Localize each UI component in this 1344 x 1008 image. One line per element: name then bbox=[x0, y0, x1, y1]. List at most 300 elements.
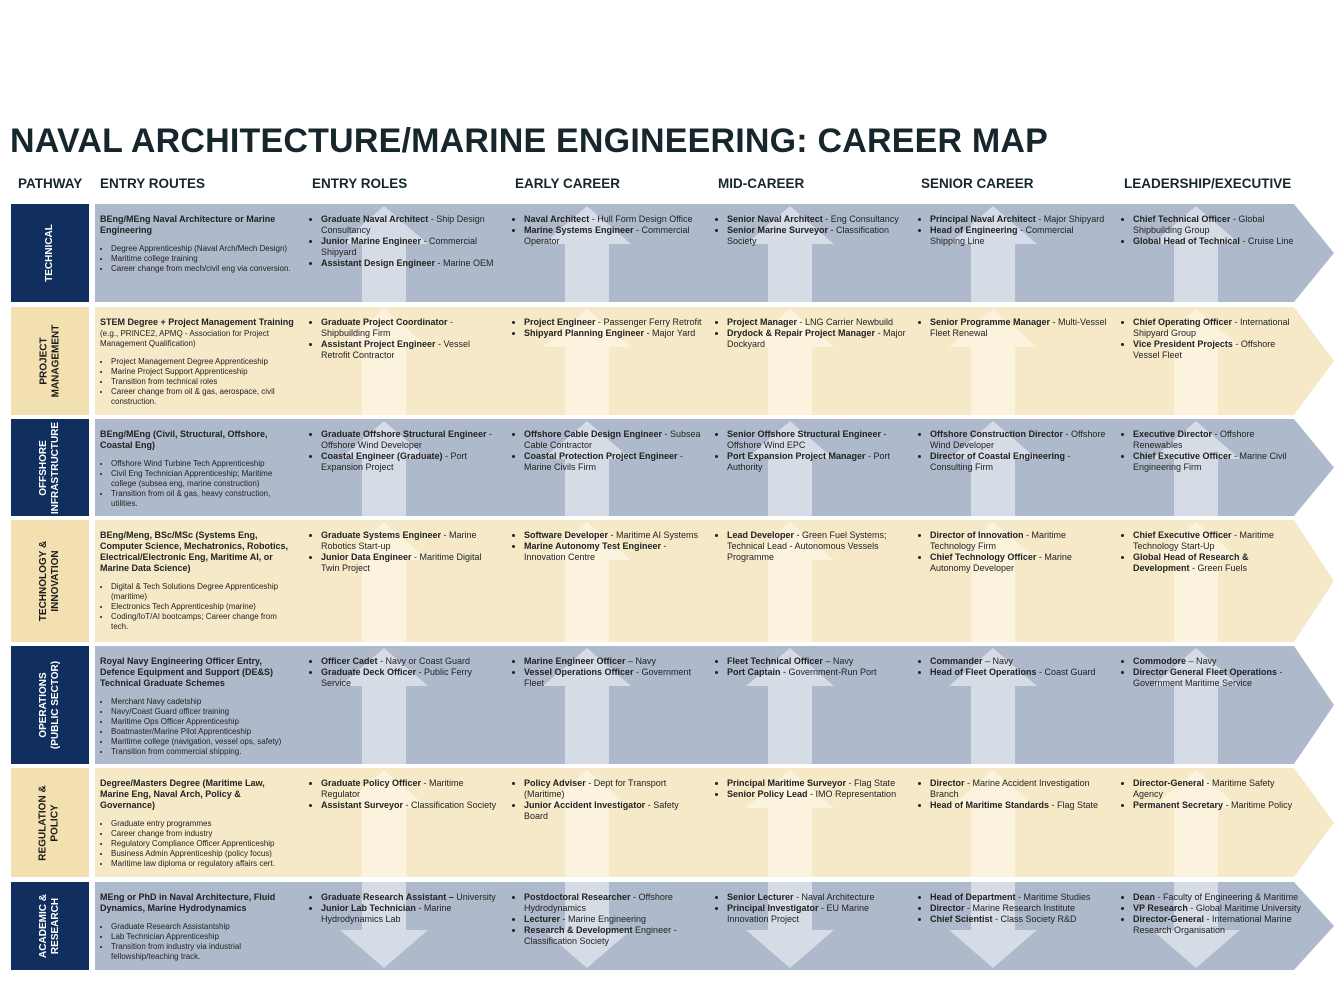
role-title: Junior Accident Investigator bbox=[524, 800, 646, 810]
role-item bbox=[321, 778, 500, 800]
role-list bbox=[310, 317, 500, 361]
role-employer: - Commercial Shipyard bbox=[321, 236, 478, 257]
role-title: Vessel Operations Officer bbox=[524, 667, 634, 677]
role-employer: - Innovation Centre bbox=[524, 541, 667, 562]
role-item bbox=[524, 214, 703, 225]
role-item bbox=[1133, 214, 1302, 236]
role-title: Port Expansion Project Manager bbox=[727, 451, 866, 461]
entry-route-item: • Digital & Tech Solutions Degree Apprenticeship (maritime) bbox=[111, 582, 295, 602]
stage-cell bbox=[310, 317, 500, 361]
role-item bbox=[1133, 530, 1302, 552]
pathway-label: REGULATION & POLICY bbox=[11, 768, 89, 877]
role-employer: - Classification Society bbox=[727, 225, 890, 246]
stage-cell bbox=[919, 429, 1109, 473]
role-item bbox=[727, 225, 906, 247]
role-employer: - Maritime Technology Start-Up bbox=[1133, 530, 1275, 551]
entry-route-list bbox=[100, 697, 295, 757]
entry-route-subtitle: (e.g., PRINCE2, APMQ - Association for Project Management Qualification) bbox=[100, 329, 269, 348]
role-employer: - Major Dockyard bbox=[727, 328, 906, 349]
role-employer: - Offshore Wind EPC bbox=[727, 429, 887, 450]
role-employer: - Maritime Policy bbox=[1223, 800, 1293, 810]
role-title: Senior Offshore Structural Engineer bbox=[727, 429, 882, 439]
role-employer: - Government Fleet bbox=[524, 667, 692, 688]
stage-cell bbox=[919, 778, 1109, 811]
role-employer: - Major Shipyard bbox=[1035, 214, 1105, 224]
role-item bbox=[727, 892, 906, 903]
role-item bbox=[930, 214, 1109, 225]
role-employer: – Navy bbox=[822, 656, 854, 666]
role-item bbox=[524, 328, 703, 339]
col-header-entry-roles: ENTRY ROLES bbox=[312, 176, 408, 191]
role-list bbox=[716, 429, 906, 473]
role-item bbox=[1133, 429, 1302, 451]
stage-cell bbox=[513, 429, 703, 473]
stage-cell bbox=[1122, 656, 1302, 689]
role-title: Chief Technology Officer bbox=[930, 552, 1037, 562]
entry-route-item: • Career change from oil & gas, aerospace, civil construction. bbox=[111, 387, 295, 407]
role-item bbox=[1133, 451, 1302, 473]
role-title: Postdoctoral Researcher bbox=[524, 892, 631, 902]
role-title: Assistant Surveyor bbox=[321, 800, 404, 810]
role-title: Commodore bbox=[1133, 656, 1187, 666]
entry-route-item: • Merchant Navy cadetship bbox=[111, 697, 295, 707]
entry-route-title: MEng or PhD in Naval Architecture, Fluid Dynamics, Marine Hydrodynamics bbox=[100, 892, 276, 913]
stage-cell bbox=[1122, 214, 1302, 247]
role-item bbox=[930, 552, 1109, 574]
entry-route-title: STEM Degree + Project Management Training bbox=[100, 317, 294, 327]
stage-cell bbox=[919, 214, 1109, 247]
role-title: Project Manager bbox=[727, 317, 798, 327]
stage-cell bbox=[310, 214, 500, 269]
role-title: Marine Autonomy Test Engineer bbox=[524, 541, 662, 551]
entry-route-item: • Civil Eng Technician Apprenticeship; Maritime college (subsea eng, marine construction) bbox=[111, 469, 295, 489]
role-title: Officer Cadet bbox=[321, 656, 378, 666]
role-employer: - Government-Run Port bbox=[780, 667, 877, 677]
role-item bbox=[321, 903, 500, 925]
role-title: Naval Architect bbox=[524, 214, 590, 224]
stage-cell bbox=[716, 892, 906, 925]
role-title: Graduate Policy Officer bbox=[321, 778, 422, 788]
entry-route-item: • Maritime law diploma or regulatory affairs cert. bbox=[111, 859, 295, 869]
role-item bbox=[1133, 903, 1302, 914]
stage-cell bbox=[1122, 778, 1302, 811]
entry-route-list bbox=[100, 819, 295, 869]
role-list bbox=[716, 317, 906, 350]
entry-route-item: • Maritime college training bbox=[111, 254, 295, 264]
role-item bbox=[524, 914, 703, 925]
role-item bbox=[1133, 236, 1302, 247]
role-title: Head of Department bbox=[930, 892, 1016, 902]
pathway-label: TECHNOLOGY & INNOVATION bbox=[11, 520, 89, 642]
role-title: Lead Developer bbox=[727, 530, 795, 540]
role-item bbox=[1133, 914, 1302, 936]
role-employer: - Green Fuels bbox=[1189, 563, 1248, 573]
role-title: Principal Naval Architect bbox=[930, 214, 1036, 224]
role-title: Director bbox=[930, 903, 965, 913]
role-employer: - Marine Research Institute bbox=[964, 903, 1076, 913]
role-item bbox=[727, 429, 906, 451]
entry-route-item: • Transition from technical roles bbox=[111, 377, 295, 387]
entry-route-item: • Graduate entry programmes bbox=[111, 819, 295, 829]
role-title: Software Developer bbox=[524, 530, 609, 540]
role-item bbox=[1133, 339, 1302, 361]
entry-route-item: • Coding/IoT/AI bootcamps; Career change from tech. bbox=[111, 612, 295, 632]
role-item bbox=[321, 800, 500, 811]
role-employer: - Commercial Shipping Line bbox=[930, 225, 1074, 246]
role-title: Graduate Offshore Structural Engineer bbox=[321, 429, 487, 439]
role-title: Chief Executive Officer bbox=[1133, 451, 1232, 461]
role-employer: - Eng Consultancy bbox=[822, 214, 899, 224]
role-list bbox=[716, 214, 906, 247]
entry-route-title: BEng/MEng Naval Architecture or Marine Engineering bbox=[100, 214, 276, 235]
role-title: Port Captain bbox=[727, 667, 781, 677]
role-item bbox=[321, 530, 500, 552]
role-item bbox=[321, 317, 500, 339]
role-title: Policy Adviser bbox=[524, 778, 586, 788]
pathway-label: PROJECT MANAGEMENT bbox=[11, 307, 89, 415]
role-employer: - Marine Autonomy Developer bbox=[930, 552, 1072, 573]
entry-route-list bbox=[100, 244, 295, 274]
entry-route-item: • Maritime Ops Officer Apprenticeship bbox=[111, 717, 295, 727]
pathway-label: OFFSHORE INFRASTRUCTURE bbox=[11, 419, 89, 516]
pathway-label: ACADEMIC & RESEARCH bbox=[11, 882, 89, 970]
role-item bbox=[1133, 892, 1302, 903]
role-list bbox=[310, 778, 500, 811]
stage-cell bbox=[919, 317, 1109, 339]
role-employer: - Marine Robotics Start-up bbox=[321, 530, 477, 551]
role-item bbox=[930, 317, 1109, 339]
role-employer: - Navy or Coast Guard bbox=[377, 656, 471, 666]
role-employer: - Offshore Vessel Fleet bbox=[1133, 339, 1276, 360]
role-title: Executive Director bbox=[1133, 429, 1213, 439]
role-item bbox=[930, 914, 1109, 925]
role-employer: Engineer - Classification Society bbox=[524, 925, 677, 946]
role-title: Director of Coastal Engineering bbox=[930, 451, 1066, 461]
role-employer: - Dept for Transport (Maritime) bbox=[524, 778, 667, 799]
role-employer: - Major Yard bbox=[644, 328, 696, 338]
entry-route-item: • Degree Apprenticeship (Naval Arch/Mech Design) bbox=[111, 244, 295, 254]
role-item bbox=[727, 656, 906, 667]
entry-route-title: BEng/Meng, BSc/MSc (Systems Eng, Computer Science, Mechatronics, Robotics, Electrical/Electronic Eng, Maritime AI, or Marine Data Science) bbox=[100, 530, 289, 573]
role-title: Commander bbox=[930, 656, 983, 666]
role-title: Chief Executive Officer bbox=[1133, 530, 1232, 540]
role-item bbox=[1133, 778, 1302, 800]
role-employer: - LNG Carrier Newbuild bbox=[797, 317, 894, 327]
entry-route-list bbox=[100, 922, 295, 962]
role-list bbox=[513, 530, 703, 563]
role-employer: - Offshore Wind Developer bbox=[321, 429, 493, 450]
role-title: Director-General bbox=[1133, 778, 1205, 788]
role-item bbox=[930, 530, 1109, 552]
role-item bbox=[930, 800, 1109, 811]
role-employer: - Vessel Retrofit Contractor bbox=[321, 339, 471, 360]
role-list bbox=[716, 778, 906, 800]
role-employer: - Coast Guard bbox=[1036, 667, 1096, 677]
entry-route-cell bbox=[100, 530, 295, 632]
role-employer: - Government Maritime Service bbox=[1133, 667, 1283, 688]
role-employer: University bbox=[453, 892, 496, 902]
role-list bbox=[1122, 892, 1302, 936]
stage-cell bbox=[513, 317, 703, 339]
stage-cell bbox=[513, 778, 703, 822]
stage-cell bbox=[1122, 892, 1302, 936]
role-title: Coastal Protection Project Engineer bbox=[524, 451, 678, 461]
stage-cell bbox=[716, 214, 906, 247]
col-header-mid-career: MID-CAREER bbox=[718, 176, 805, 191]
entry-route-item: • Transition from industry via industrial fellowship/teaching track. bbox=[111, 942, 295, 962]
role-employer: - Port Expansion Project bbox=[321, 451, 468, 472]
role-title: Drydock & Repair Project Manager bbox=[727, 328, 876, 338]
role-employer: - IMO Representation bbox=[807, 789, 897, 799]
role-item bbox=[321, 258, 500, 269]
role-employer: - Marine OEM bbox=[435, 258, 494, 268]
role-list bbox=[310, 429, 500, 473]
entry-route-list bbox=[100, 357, 295, 407]
entry-route-list bbox=[100, 459, 295, 509]
stage-cell bbox=[919, 892, 1109, 925]
role-title: Vice President Projects bbox=[1133, 339, 1233, 349]
stage-cell bbox=[716, 317, 906, 350]
role-item bbox=[524, 530, 703, 541]
role-item bbox=[321, 552, 500, 574]
role-title: Coastal Engineer (Graduate) bbox=[321, 451, 443, 461]
role-employer: – Navy bbox=[982, 656, 1014, 666]
role-title: Principal Maritime Surveyor bbox=[727, 778, 847, 788]
role-item bbox=[524, 541, 703, 563]
role-item bbox=[930, 225, 1109, 247]
role-item bbox=[727, 328, 906, 350]
role-item bbox=[727, 789, 906, 800]
role-list bbox=[513, 778, 703, 822]
role-title: Lecturer bbox=[524, 914, 561, 924]
role-item bbox=[727, 778, 906, 789]
role-employer: - Global Maritime University bbox=[1187, 903, 1301, 913]
role-title: Marine Systems Engineer bbox=[524, 225, 634, 235]
role-item bbox=[930, 892, 1109, 903]
role-title: Fleet Technical Officer bbox=[727, 656, 823, 666]
role-employer: - Passenger Ferry Retrofit bbox=[595, 317, 702, 327]
role-employer: - Ship Design Consultancy bbox=[321, 214, 485, 235]
role-title: Head of Engineering bbox=[930, 225, 1018, 235]
role-employer: - EU Marine Innovation Project bbox=[727, 903, 870, 924]
role-employer: - Marine Accident Investigation Branch bbox=[930, 778, 1090, 799]
role-title: Permanent Secretary bbox=[1133, 800, 1224, 810]
role-item bbox=[930, 451, 1109, 473]
role-employer: - Marine Hydrodynamics Lab bbox=[321, 903, 452, 924]
entry-route-item: • Regulatory Compliance Officer Apprenticeship bbox=[111, 839, 295, 849]
role-employer: - Maritime Safety Agency bbox=[1133, 778, 1275, 799]
role-employer: - Marine Civil Engineering Firm bbox=[1133, 451, 1287, 472]
role-title: Global Head of Research & Development bbox=[1133, 552, 1249, 573]
role-list bbox=[919, 892, 1109, 925]
role-list bbox=[513, 656, 703, 689]
role-item bbox=[524, 225, 703, 247]
entry-route-cell bbox=[100, 429, 295, 509]
col-header-early-career: EARLY CAREER bbox=[515, 176, 621, 191]
role-list bbox=[310, 214, 500, 269]
role-title: Director bbox=[930, 778, 965, 788]
role-list bbox=[310, 530, 500, 574]
role-item bbox=[524, 925, 703, 947]
role-title: Senior Naval Architect bbox=[727, 214, 823, 224]
role-title: Senior Lecturer bbox=[727, 892, 794, 902]
role-title: Assistant Project Engineer bbox=[321, 339, 436, 349]
role-employer: - Cruise Line bbox=[1239, 236, 1294, 246]
entry-route-item: • Maritime college (navigation, vessel ops, safety) bbox=[111, 737, 295, 747]
role-title: Offshore Construction Director bbox=[930, 429, 1064, 439]
stage-cell bbox=[513, 214, 703, 247]
role-item bbox=[727, 530, 906, 563]
role-employer: - Multi-Vessel Fleet Renewal bbox=[930, 317, 1107, 338]
role-list bbox=[310, 656, 500, 689]
role-list bbox=[1122, 530, 1302, 574]
role-list bbox=[716, 656, 906, 678]
stage-cell bbox=[513, 530, 703, 563]
role-employer: – Navy bbox=[625, 656, 657, 666]
role-list bbox=[513, 214, 703, 247]
role-item bbox=[321, 667, 500, 689]
col-header-entry-routes: ENTRY ROUTES bbox=[100, 176, 206, 191]
stage-cell bbox=[919, 656, 1109, 678]
role-title: Head of Maritime Standards bbox=[930, 800, 1050, 810]
stage-cell bbox=[310, 656, 500, 689]
pathway-label: OPERATIONS (PUBLIC SECTOR) bbox=[11, 646, 89, 764]
stage-cell bbox=[310, 429, 500, 473]
stage-cell bbox=[716, 429, 906, 473]
role-item bbox=[321, 451, 500, 473]
role-title: Research & Development bbox=[524, 925, 633, 935]
stage-cell bbox=[919, 530, 1109, 574]
entry-route-item: • Career change from industry bbox=[111, 829, 295, 839]
entry-route-item: • Offshore Wind Turbine Tech Apprenticeship bbox=[111, 459, 295, 469]
role-item bbox=[1133, 317, 1302, 339]
stage-cell bbox=[513, 892, 703, 947]
role-list bbox=[716, 892, 906, 925]
role-title: Shipyard Planning Engineer bbox=[524, 328, 645, 338]
role-list bbox=[1122, 214, 1302, 247]
role-employer: - Marine Civils Firm bbox=[524, 451, 684, 472]
role-employer: - Consulting Firm bbox=[930, 451, 1071, 472]
role-item bbox=[321, 339, 500, 361]
entry-route-title: BEng/MEng (Civil, Structural, Offshore, Coastal Eng) bbox=[100, 429, 268, 450]
entry-route-cell bbox=[100, 778, 295, 869]
entry-route-cell bbox=[100, 656, 295, 757]
role-item bbox=[524, 429, 703, 451]
role-employer: - Flag State bbox=[1049, 800, 1099, 810]
entry-route-item: • Electronics Tech Apprenticeship (marine) bbox=[111, 602, 295, 612]
role-employer: - Maritime Regulator bbox=[321, 778, 464, 799]
stage-cell bbox=[716, 656, 906, 678]
role-item bbox=[524, 892, 703, 914]
role-employer: - International Marine Research Organisation bbox=[1133, 914, 1292, 935]
role-employer: - Maritime Studies bbox=[1015, 892, 1091, 902]
role-item bbox=[727, 214, 906, 225]
role-employer: - Shipbuilding Firm bbox=[321, 317, 454, 338]
role-title: Junior Lab Technician bbox=[321, 903, 416, 913]
role-title: Head of Fleet Operations bbox=[930, 667, 1037, 677]
role-title: Senior Programme Manager bbox=[930, 317, 1051, 327]
role-employer: - Public Ferry Service bbox=[321, 667, 473, 688]
role-item bbox=[727, 451, 906, 473]
role-employer: - Offshore Wind Developer bbox=[930, 429, 1106, 450]
role-title: Chief Technical Officer bbox=[1133, 214, 1231, 224]
role-item bbox=[930, 778, 1109, 800]
role-title: Director-General bbox=[1133, 914, 1205, 924]
role-employer: - Flag State bbox=[846, 778, 896, 788]
role-title: Chief Scientist bbox=[930, 914, 993, 924]
role-item bbox=[321, 892, 500, 903]
role-title: Graduate Naval Architect bbox=[321, 214, 429, 224]
role-list bbox=[513, 317, 703, 339]
stage-cell bbox=[716, 778, 906, 800]
role-item bbox=[930, 656, 1109, 667]
role-list bbox=[513, 892, 703, 947]
role-item bbox=[930, 903, 1109, 914]
role-item bbox=[524, 778, 703, 800]
role-title: Graduate Systems Engineer bbox=[321, 530, 442, 540]
role-item bbox=[1133, 552, 1302, 574]
role-title: Chief Operating Officer bbox=[1133, 317, 1233, 327]
role-list bbox=[919, 214, 1109, 247]
role-employer: - International Shipyard Group bbox=[1133, 317, 1290, 338]
role-title: Assistant Design Engineer bbox=[321, 258, 436, 268]
entry-route-item: • Graduate Research Assistantship bbox=[111, 922, 295, 932]
pathway-label: TECHNICAL bbox=[11, 204, 89, 302]
role-employer: – Navy bbox=[1186, 656, 1217, 666]
role-title: Senior Policy Lead bbox=[727, 789, 808, 799]
role-item bbox=[930, 429, 1109, 451]
role-employer: - Subsea Cable Contractor bbox=[524, 429, 701, 450]
role-employer: - Classification Society bbox=[403, 800, 497, 810]
stage-cell bbox=[1122, 317, 1302, 361]
col-header-senior-career: SENIOR CAREER bbox=[921, 176, 1034, 191]
role-employer: - Global Shipbuilding Group bbox=[1133, 214, 1265, 235]
role-item bbox=[727, 667, 906, 678]
role-item bbox=[727, 317, 906, 328]
stage-cell bbox=[310, 778, 500, 811]
role-item bbox=[321, 214, 500, 236]
role-title: Graduate Deck Officer bbox=[321, 667, 417, 677]
entry-route-item: • Project Management Degree Apprenticeship bbox=[111, 357, 295, 367]
role-employer: - Class Society R&D bbox=[992, 914, 1077, 924]
role-item bbox=[1133, 667, 1302, 689]
stage-cell bbox=[310, 892, 500, 925]
role-item bbox=[524, 451, 703, 473]
entry-route-item: • Transition from commercial shipping. bbox=[111, 747, 295, 757]
role-list bbox=[513, 429, 703, 473]
stage-cell bbox=[513, 656, 703, 689]
role-list bbox=[919, 317, 1109, 339]
role-title: Senior Marine Surveyor bbox=[727, 225, 829, 235]
stage-cell bbox=[716, 530, 906, 563]
entry-route-title: Royal Navy Engineering Officer Entry, Defence Equipment and Support (DE&S) Technical Graduate Schemes bbox=[100, 656, 274, 688]
role-employer: - Marine Engineering bbox=[560, 914, 647, 924]
role-list bbox=[919, 530, 1109, 574]
role-employer: - Offshore Renewables bbox=[1133, 429, 1255, 450]
col-header-leadership: LEADERSHIP/EXECUTIVE bbox=[1124, 176, 1292, 191]
entry-route-item: • Navy/Coast Guard officer training bbox=[111, 707, 295, 717]
role-list bbox=[919, 656, 1109, 678]
role-employer: - Hull Form Design Office bbox=[589, 214, 693, 224]
page-title: NAVAL ARCHITECTURE/MARINE ENGINEERING: CAREER MAP bbox=[10, 122, 1049, 160]
role-title: Principal Investigator bbox=[727, 903, 819, 913]
role-item bbox=[321, 236, 500, 258]
role-employer: - Commercial Operator bbox=[524, 225, 690, 246]
entry-route-cell bbox=[100, 317, 295, 407]
entry-route-item: • Career change from mech/civil eng via conversion. bbox=[111, 264, 295, 274]
role-employer: - Naval Architecture bbox=[793, 892, 875, 902]
entry-route-cell bbox=[100, 892, 295, 962]
